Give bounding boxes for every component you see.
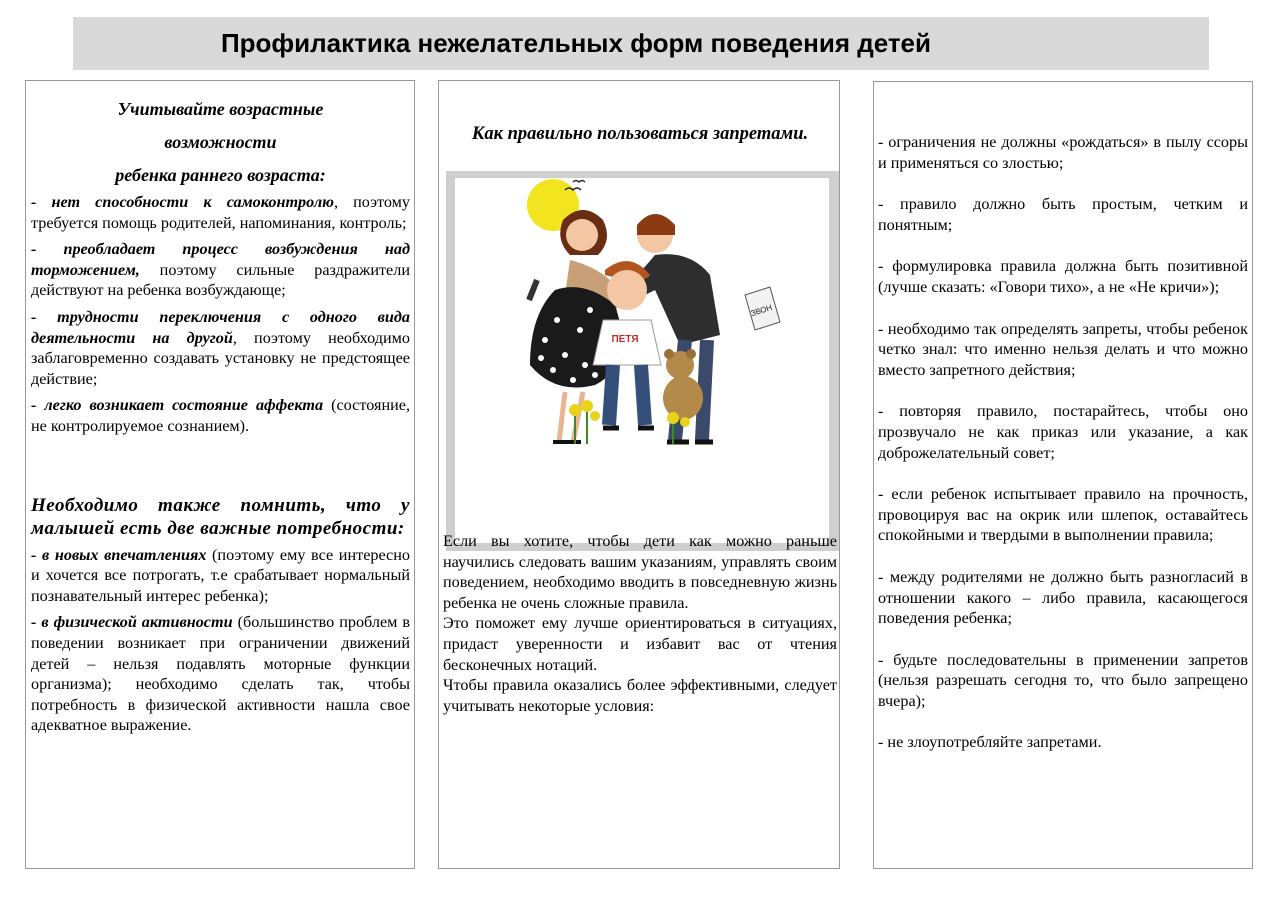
middle-column (438, 80, 840, 869)
left-column (25, 80, 415, 869)
newspaper-label: ЗВОН (749, 302, 774, 319)
prohibitions-heading: Как правильно пользоваться запретами. (471, 124, 809, 144)
need-item: - в новых впечатлениях (поэтому ему все интересно и хочется все потрогать, т.е срабатывает нормальный познавательный интерес ребенка); (31, 545, 410, 605)
age-heading-line: ребенка раннего возраста: (115, 165, 326, 185)
rule-item: - необходимо так определять запреты, чтобы ребенок четко знал: что именно нельзя делать и что можно вместо запретного действия; (878, 319, 1248, 379)
age-heading (31, 93, 410, 192)
age-feature-emphasis: трудности переключения с одного вида деятельности на другой (31, 307, 410, 347)
need-text: (поэтому ему все интересно и хочется все потрогать, т.е срабатывает нормальный познавательный интерес ребенка); (31, 545, 410, 605)
age-feature: - легко возникает состояние аффекта (состояние, не контролируемое сознанием). (31, 396, 410, 435)
age-feature-emphasis: легко возникает состояние аффекта (44, 396, 324, 415)
needs-list (31, 545, 410, 736)
rule-item: - если ребенок испытывает правило на прочность, провоцируя вас на окрик или шлепок, оставайтесь спокойными и твердыми в выполнении правила; (878, 485, 1248, 545)
need-emphasis: в физической активности (41, 613, 233, 632)
age-feature-text: поэтому сильные раздражители действуют на ребенка возбуждающе; (31, 260, 410, 300)
age-feature: - нет способности к самоконтролю, поэтому требуется помощь родителей, напоминания, контроль; (31, 193, 411, 232)
need-emphasis: в новых впечатлениях (42, 545, 207, 564)
age-feature: - трудности переключения с одного вида деятельности на другой, поэтому необходимо заблаговременно создавать установку не предстоящее действие; (31, 307, 410, 388)
rule-item: - правило должно быть простым, четким и понятным; (878, 195, 1248, 234)
need-item: - в физической активности (большинство проблем в поведении возникает при ограничении движений детей – нельзя подавлять моторные функции организма); необходимо сделать так, чтобы потребность в физической активности нашла свое адекватное выражение. (31, 613, 411, 735)
age-feature: - преобладает процесс возбуждения над торможением, поэтому сильные раздражители действуют на ребенка возбуждающе; (31, 240, 411, 300)
need-text: (большинство проблем в поведении возникает при ограничении движений детей – нельзя подавлять моторные функции организма); необходимо сделать так, чтобы потребность в физической активности нашла свое адекватное выражение. (31, 613, 411, 735)
rules-list (878, 132, 1248, 753)
age-feature-text: (состояние, не контролируемое сознанием). (31, 396, 410, 435)
page-title: Профилактика нежелательных форм поведения детей (220, 28, 932, 58)
family-illustration (445, 170, 840, 552)
age-heading-line: возможности (164, 132, 277, 152)
age-feature-emphasis: нет способности к самоконтролю (51, 193, 334, 211)
rule-item: - ограничения не должны «рождаться» в пылу ссоры и применяться со злостью; (878, 133, 1248, 172)
age-feature-text: , поэтому требуется помощь родителей, напоминания, контроль; (31, 193, 411, 232)
prohibitions-body (443, 531, 837, 716)
rule-item: - будьте последовательны в применении запретов (нельзя разрешать сегодня то, что было запрещено вчера); (878, 650, 1248, 710)
needs-heading: Необходимо также помнить, что у малышей есть две важные потребности: (31, 494, 410, 540)
age-heading-line: Учитывайте возрастные (117, 99, 324, 119)
prohibitions-paragraph: Чтобы правила оказались более эффективными, следует учитывать некоторые условия: (443, 676, 837, 715)
title-bar (73, 17, 1209, 70)
prohibitions-paragraph: Если вы хотите, чтобы дети как можно раньше научились следовать вашим указаниям, управлять своим поведением, необходимо вводить в повседневную жизнь ребенка не очень сложные правила. (443, 532, 837, 612)
rule-item: - повторяя правило, постарайтесь, чтобы оно прозвучало не как приказ или указание, а как доброжелательный совет; (878, 402, 1248, 462)
right-column (873, 81, 1253, 869)
rule-item: - между родителями не должно быть разногласий в отношении какого – либо правила, касающегося поведения ребенка; (878, 567, 1248, 628)
prohibitions-paragraph: Это поможет ему лучше ориентироваться в ситуациях, придаст уверенности и избавит вас от чтения бесконечных нотаций. (443, 614, 837, 674)
age-feature-text: , поэтому необходимо заблаговременно создавать установку не предстоящее действие; (31, 328, 410, 388)
shirt-label: ПЕТЯ (611, 334, 639, 345)
rule-item: - не злоупотребляйте запретами. (878, 733, 1102, 752)
age-features-list (31, 192, 410, 437)
age-feature-emphasis: преобладает процесс возбуждения над торможением, (31, 240, 411, 279)
rule-item: - формулировка правила должна быть позитивной (лучше сказать: «Говори тихо», а не «Не кричи»); (878, 257, 1248, 296)
